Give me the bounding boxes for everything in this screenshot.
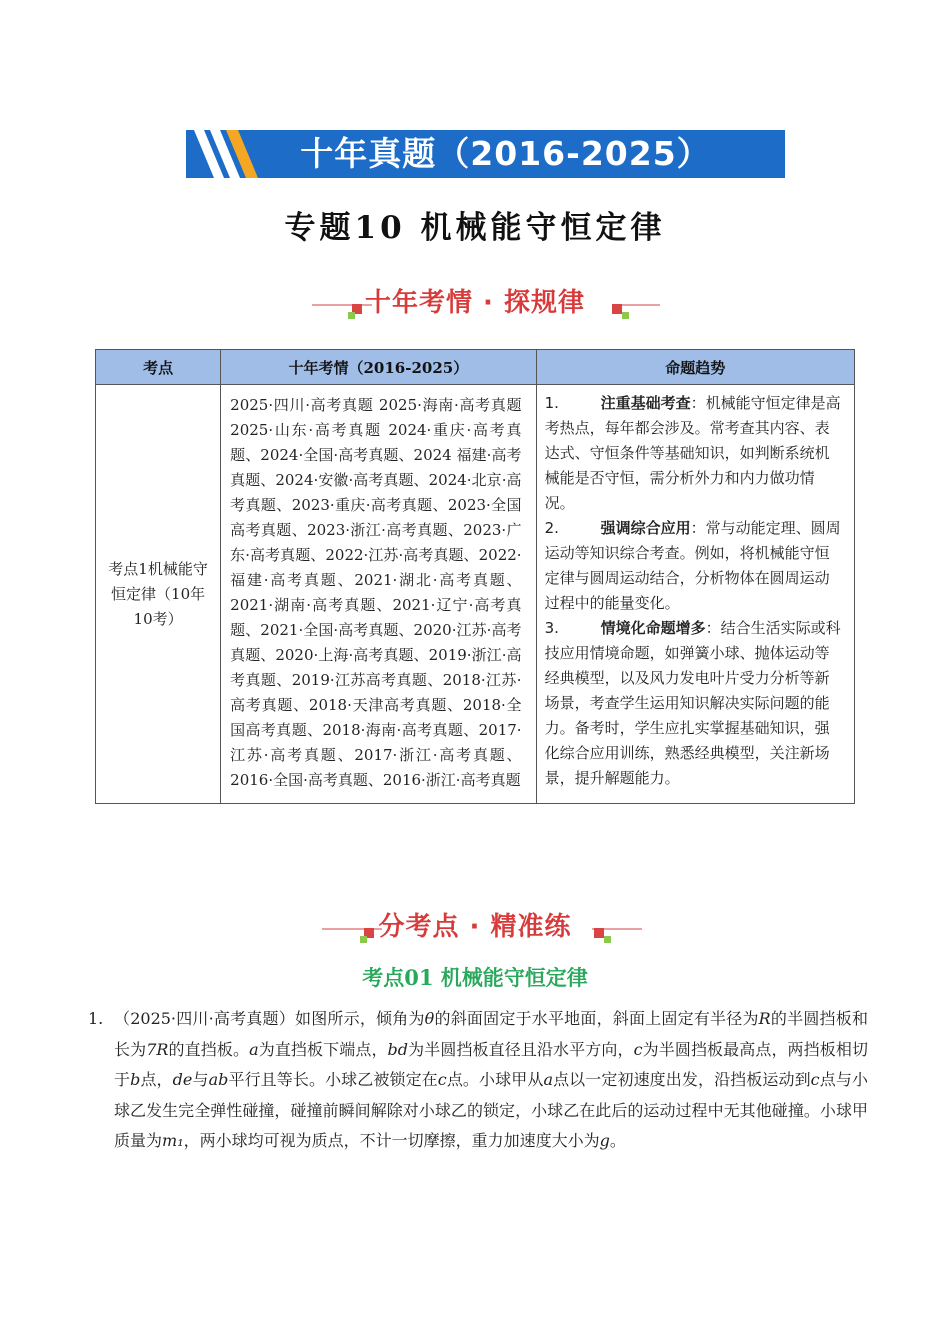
question-text: 点与小球乙发生完全弹性碰撞，碰撞前瞬间解除对小球乙的锁定，小球乙在此后的运动过程中无其他碰撞。小球甲质量为 — [114, 1070, 868, 1150]
trend-number: 2. — [544, 519, 559, 537]
trend-body: ：机械能守恒定律是高考热点，每年都会涉及。常考查其内容、表达式、守恒条件等基础知识，如判断系统机械能是否守恒，需分析外力和内力做功情况。 — [544, 394, 841, 512]
math-var: 7R — [146, 1039, 169, 1059]
section-heading-trends — [0, 282, 950, 322]
trend-head: 情境化命题增多 — [600, 619, 706, 637]
question-text: 点。小球甲从 — [446, 1070, 544, 1089]
math-var: b — [130, 1070, 141, 1089]
question-text: 如图所示，倾角为 — [294, 1009, 425, 1028]
math-var: bd — [387, 1039, 409, 1059]
question-1 — [88, 1004, 868, 1157]
trend-cell — [536, 385, 854, 804]
table-header-row — [96, 350, 855, 385]
trend-body: ：结合生活实际或科技应用情境命题，如弹簧小球、抛体运动等经典模型，以及风力发电叶片受力分析等新场景，考查学生运用知识解决实际问题的能力。备考时，学生应扎实掌握基础知识，强化综合应用训练，熟悉经典模型，关注新场景，提升解题能力。 — [544, 619, 841, 787]
question-text: 点以一定初速度出发，沿挡板运动到 — [552, 1070, 811, 1089]
table-header: 考点 — [96, 350, 221, 385]
trend-number: 1. — [544, 394, 559, 412]
math-var: c — [633, 1039, 643, 1059]
question-body — [114, 1004, 868, 1157]
math-var: R — [758, 1009, 771, 1028]
banner-title: 十年真题（2016-2025） — [300, 134, 711, 173]
math-var: θ — [424, 1009, 435, 1028]
section-heading-practice — [0, 906, 950, 946]
question-text: 点， — [140, 1070, 173, 1089]
math-var: a — [249, 1039, 259, 1059]
question-text: 平行且等长。小球乙被锁定在 — [228, 1070, 438, 1089]
trend-head: 注重基础考查 — [600, 394, 691, 412]
question-text: 与 — [192, 1070, 209, 1089]
question-text: 的半圆挡板和长为 — [114, 1009, 868, 1059]
table-header: 十年考情（2016-2025） — [221, 350, 536, 385]
question-text: 的斜面固定于水平地面，斜面上固定有半径为 — [434, 1009, 759, 1028]
math-var: de — [172, 1070, 193, 1089]
math-var: a — [543, 1070, 553, 1089]
trend-head: 强调综合应用 — [600, 519, 691, 537]
section-title: 分考点 · 精准练 — [378, 912, 572, 942]
math-var: c — [437, 1070, 447, 1089]
math-var: ab — [208, 1070, 229, 1089]
question-text: 为直挡板下端点， — [258, 1039, 388, 1059]
trend-number: 3. — [544, 619, 559, 637]
question-text: ，两小球均可视为质点，不计一切摩擦，重力加速度大小为 — [183, 1131, 600, 1150]
math-var: c — [810, 1070, 820, 1089]
trend-item — [545, 391, 844, 516]
header-banner — [186, 130, 785, 178]
section-title: 十年考情 · 探规律 — [365, 288, 585, 318]
trend-body: ：常与动能定理、圆周运动等知识综合考查。例如，将机械能守恒定律与圆周运动结合，分析物体在圆周运动过程中的能量变化。 — [544, 519, 841, 612]
math-var: g — [599, 1131, 610, 1150]
topic-title: 专题10 机械能守恒定律 — [284, 210, 666, 246]
table-row — [96, 385, 855, 804]
table-header: 命题趋势 — [536, 350, 854, 385]
question-source: （2025·四川·高考真题） — [114, 1009, 295, 1028]
subsection-title: 考点01 机械能守恒定律 — [362, 965, 588, 990]
question-text: 为半圆挡板直径且沿水平方向， — [408, 1039, 634, 1059]
years-cell: 2025·四川·高考真题 2025·海南·高考真题 2025·山东·高考真题 2024·重庆·高考真题、2024·全国·高考真题、2024 福建·高考真题、2024·安徽·高考真题、2024·北京·高考真题、2023·重庆·高考真题、2023·全国高考真题、2023·浙江·高考真题、2023·广东·高考真题、2022·江苏·高考真题、2022·福建·高考真题、2021·湖北·高考真题、2021·湖南·高考真题、2021·辽宁·高考真题、2021·全国·高考真题、2020·江苏·高考真题、2020·上海·高考真题、2019·浙江·高考真题、2019·江苏高考真题、2018·江苏·高考真题、2018·天津高考真题、2018·全国高考真题、2018·海南·高考真题、2017·江苏·高考真题、2017·浙江·高考真题、2016·全国·高考真题、2016·浙江·高考真题 — [221, 385, 536, 804]
trend-item — [545, 616, 844, 791]
math-var: m₁ — [162, 1131, 184, 1150]
trend-item — [545, 516, 844, 616]
topic-cell: 考点1机械能守恒定律（10年10考） — [96, 385, 221, 804]
question-text: 为半圆挡板最高点，两挡板相切于 — [114, 1039, 868, 1089]
question-text: 。 — [609, 1131, 626, 1150]
question-number: 1. — [88, 1009, 104, 1028]
trend-table — [95, 349, 855, 804]
question-text: 的直挡板。 — [168, 1039, 250, 1059]
